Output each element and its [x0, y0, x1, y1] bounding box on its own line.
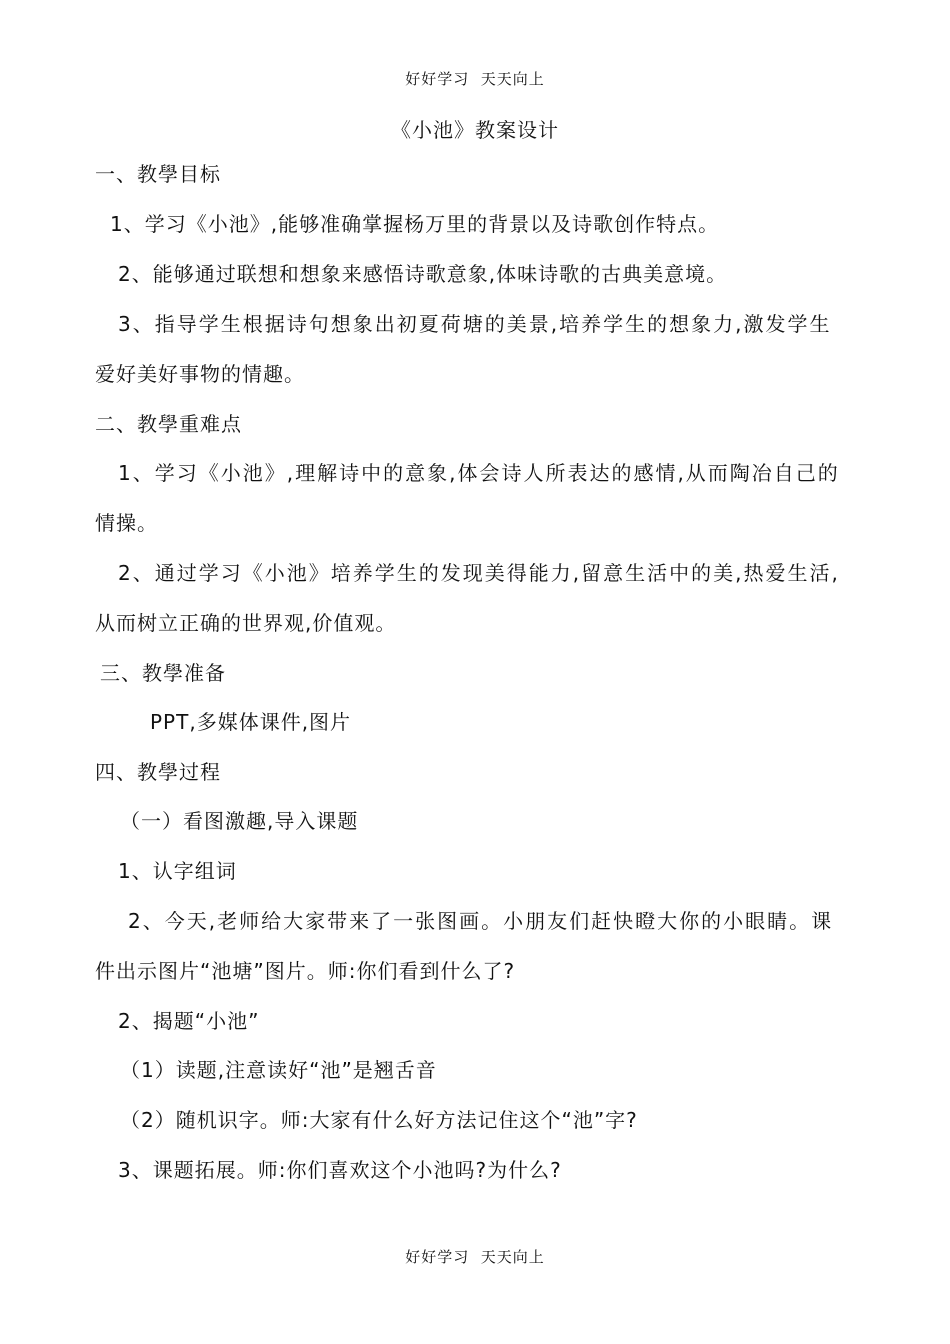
key-point-2-line-1: 2、通过学习《小池》培养学生的发现美得能力,留意生活中的美,热爱生活,	[118, 561, 840, 585]
objective-item-1: 1、学习《小池》,能够准确掌握杨万里的背景以及诗歌创作特点。	[110, 212, 720, 236]
key-point-1-line-1: 1、学习《小池》,理解诗中的意象,体会诗人所表达的感情,从而陶冶自己的	[118, 461, 840, 485]
process-item-4: （1）读题,注意读好“池”是翘舌音	[120, 1058, 437, 1082]
process-item-6: 3、课题拓展。师:你们喜欢这个小池吗?为什么?	[118, 1158, 562, 1182]
key-point-2-line-2: 从而树立正确的世界观,价值观。	[95, 611, 397, 635]
section-heading-key-points: 二、教學重难点	[95, 412, 242, 436]
objective-item-3-line-1: 3、指导学生根据诗句想象出初夏荷塘的美景,培养学生的想象力,激发学生	[118, 312, 832, 336]
process-subheading-1: （一）看图激趣,导入课题	[120, 809, 359, 833]
document-title: 《小池》教案设计	[391, 118, 559, 142]
process-item-3: 2、揭题“小池”	[118, 1009, 260, 1033]
process-item-2-line-2: 件出示图片“池塘”图片。师:你们看到什么了?	[95, 959, 516, 983]
objective-item-2: 2、能够通过联想和想象来感悟诗歌意象,体味诗歌的古典美意境。	[118, 262, 728, 286]
section-heading-objectives: 一、教學目标	[95, 162, 221, 186]
section-heading-process: 四、教學过程	[95, 760, 221, 784]
preparation-item: PPT,多媒体课件,图片	[150, 710, 352, 734]
objective-item-3-line-2: 爱好美好事物的情趣。	[95, 362, 305, 386]
section-heading-preparation: 三、教學准备	[100, 661, 226, 685]
page-header: 好好学习 天天向上	[405, 70, 545, 88]
process-item-1: 1、认字组词	[118, 859, 237, 883]
key-point-1-line-2: 情操。	[95, 511, 158, 535]
page-footer: 好好学习 天天向上	[405, 1248, 545, 1266]
process-item-2-line-1: 2、今天,老师给大家带来了一张图画。小朋友们赶快瞪大你的小眼睛。课	[128, 909, 834, 933]
process-item-5: （2）随机识字。师:大家有什么好方法记住这个“池”字?	[120, 1108, 638, 1132]
